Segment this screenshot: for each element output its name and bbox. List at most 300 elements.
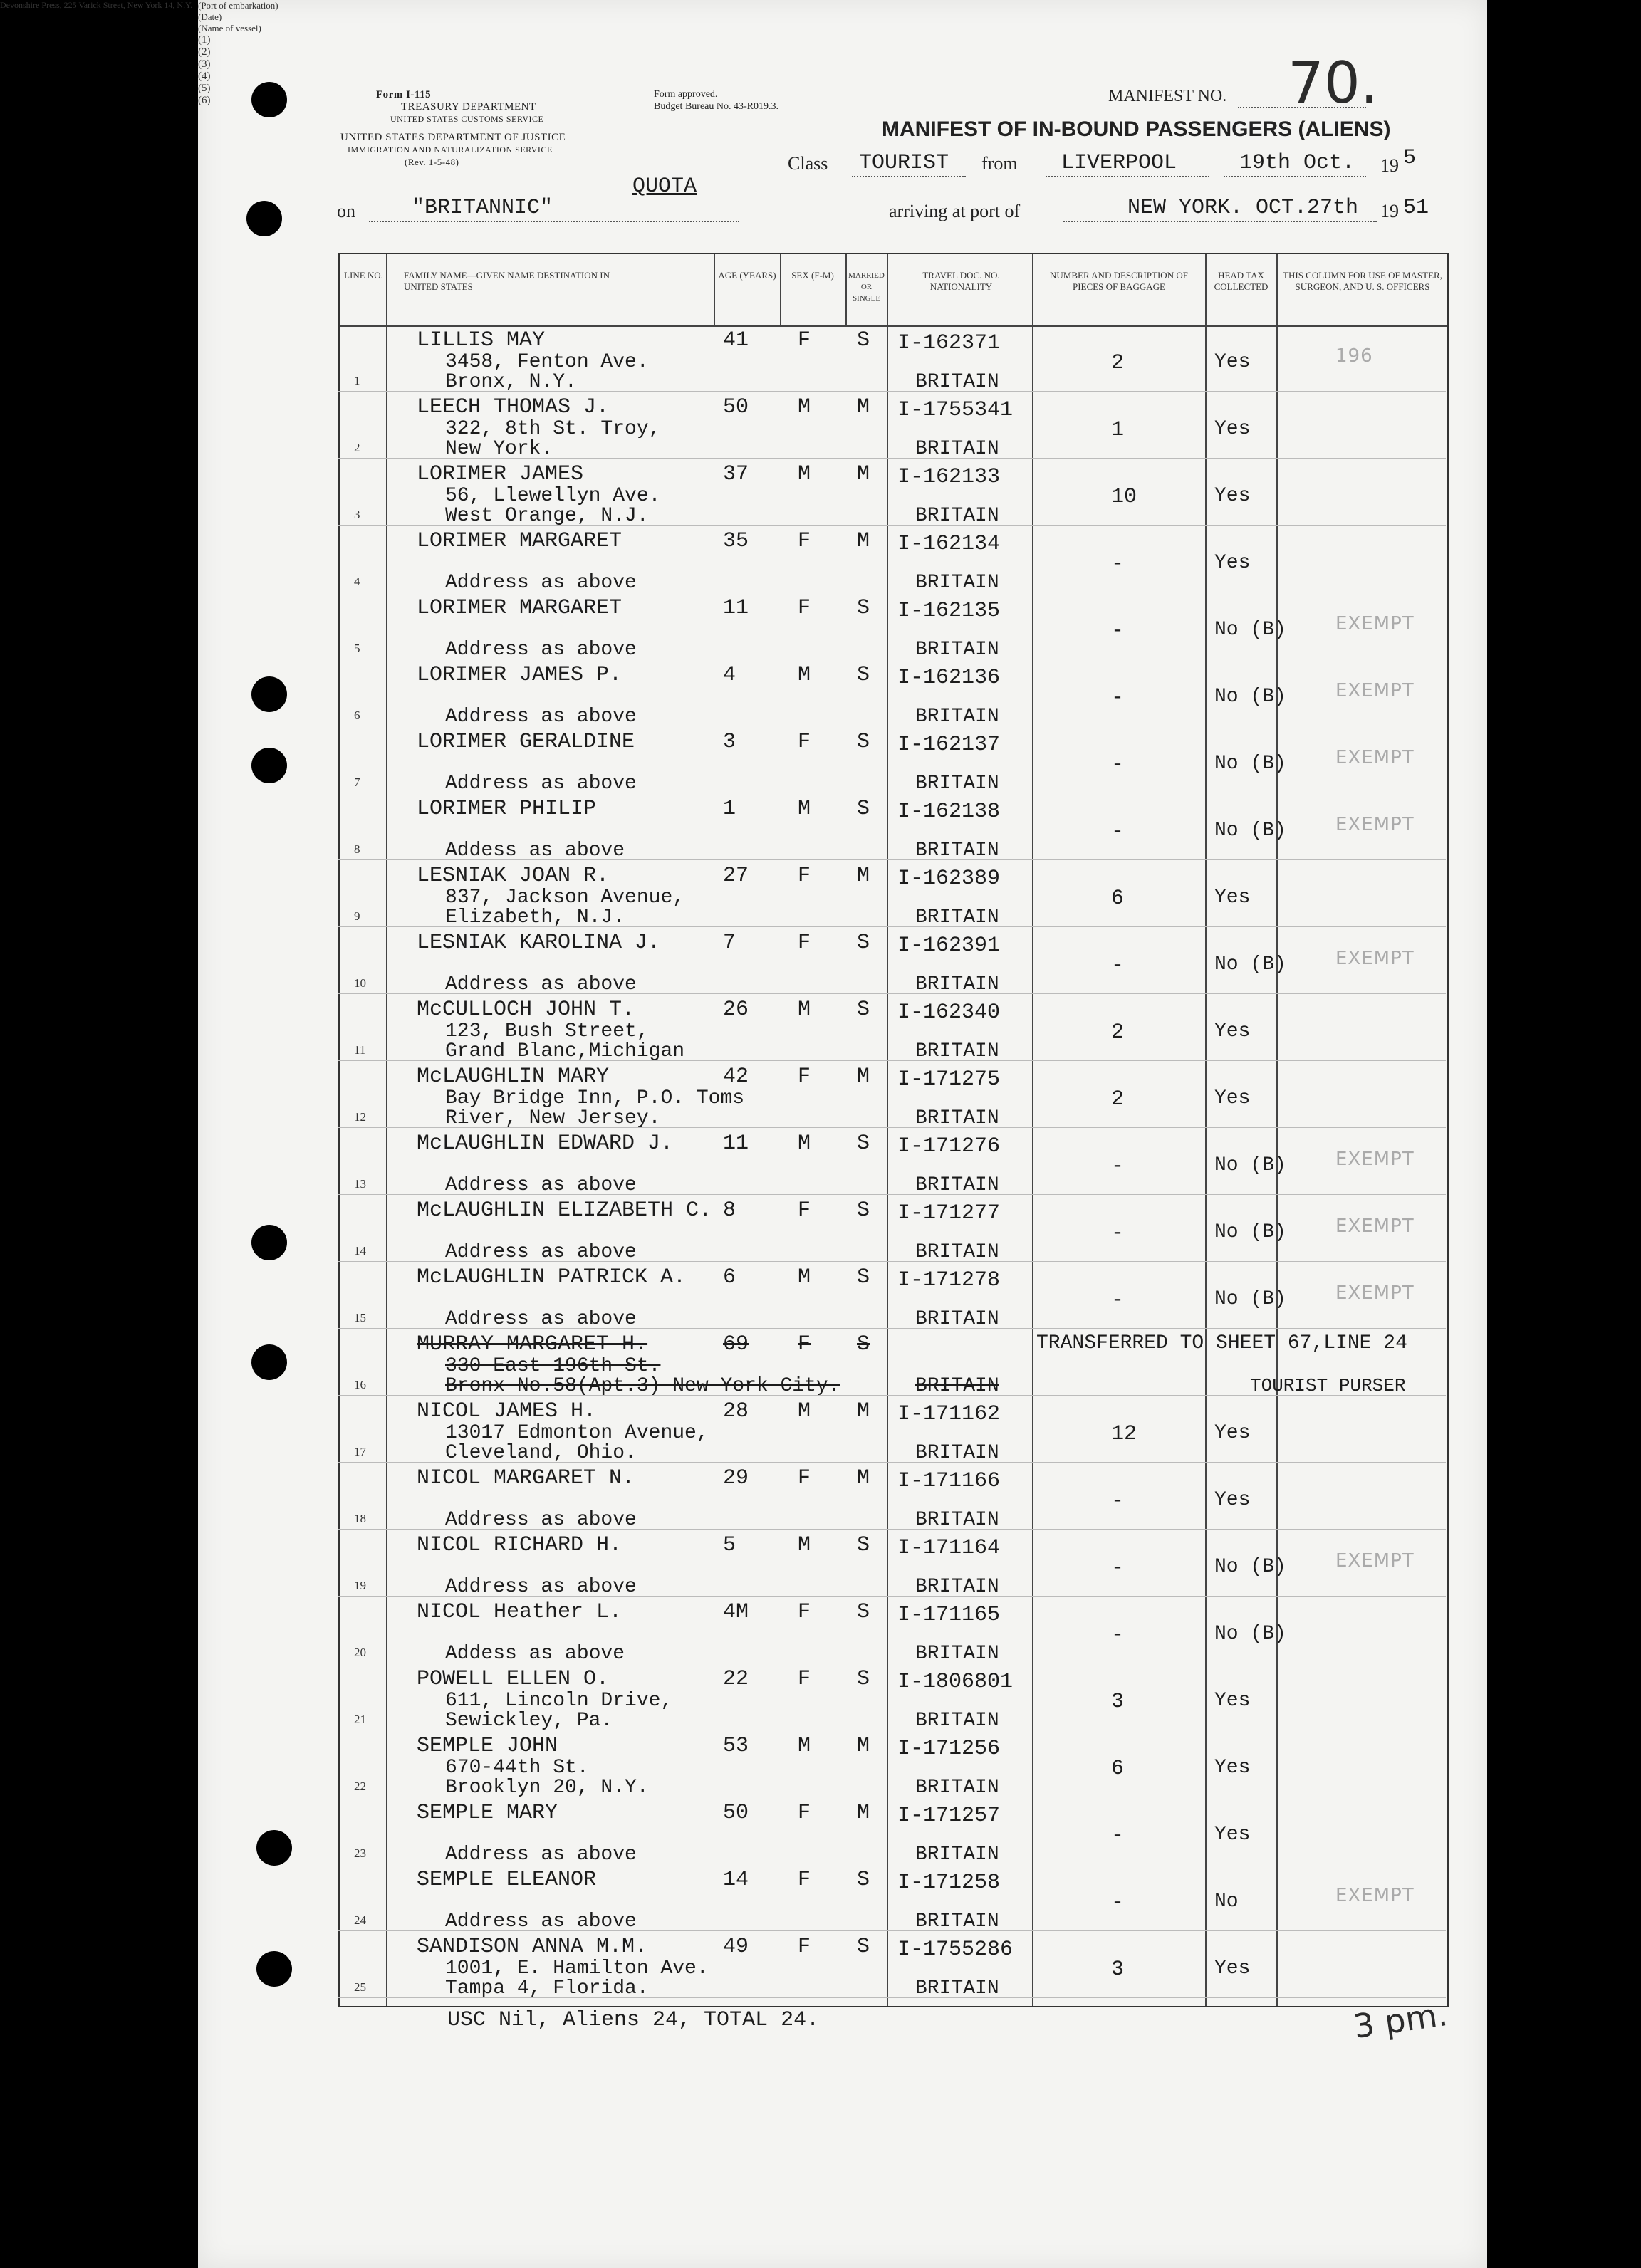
line-number: 18	[354, 1512, 366, 1525]
embark-port: LIVERPOOL	[1061, 151, 1177, 175]
sex: F	[798, 730, 811, 754]
travel-doc: I-162135	[897, 599, 1001, 623]
sex: M	[798, 1265, 811, 1290]
port-caption: (Port of embarkation)	[198, 0, 278, 11]
marital-status: M	[857, 1734, 870, 1758]
nationality: BRITAIN	[915, 706, 999, 728]
arrival-year-prefix: 19	[1380, 201, 1399, 221]
head-tax: Yes	[1214, 1690, 1251, 1712]
marital-status: S	[857, 663, 870, 687]
sex: F	[798, 1935, 811, 1959]
baggage-count: -	[1111, 1288, 1125, 1312]
sex: M	[798, 797, 811, 821]
age: 11	[723, 1132, 749, 1156]
travel-doc: I-162371	[897, 331, 1001, 355]
punch-hole	[246, 201, 282, 236]
class-line	[852, 176, 966, 177]
nationality: BRITAIN	[915, 572, 999, 594]
address-line-2: Address as above	[445, 973, 637, 995]
address-line-1: 670-44th St.	[445, 1757, 589, 1779]
head-tax: No (B)	[1214, 1556, 1286, 1578]
col-divider	[386, 254, 387, 2006]
marital-status: M	[857, 395, 870, 419]
line-number: 11	[354, 1043, 366, 1057]
date-line	[1224, 176, 1366, 177]
nationality: BRITAIN	[915, 438, 999, 460]
purser-note: TOURIST PURSER	[1250, 1375, 1406, 1396]
marital-status: M	[857, 529, 870, 553]
age: 3	[723, 730, 736, 754]
nationality: BRITAIN	[915, 906, 999, 929]
baggage-count: -	[1111, 1623, 1125, 1647]
head-tax: Yes	[1214, 1020, 1251, 1042]
marital-status: M	[857, 462, 870, 486]
officer-stamp: 196	[1335, 345, 1373, 367]
col-num: (5)	[198, 83, 211, 94]
col-num: (2)	[198, 46, 211, 58]
age: 7	[723, 931, 736, 955]
col-age: AGE (YEARS)	[718, 270, 776, 281]
nationality: BRITAIN	[915, 1977, 999, 2000]
line-number: 9	[354, 909, 360, 923]
travel-doc: I-171164	[897, 1536, 1001, 1560]
head-tax: No (B)	[1214, 1623, 1286, 1645]
baggage-count: -	[1111, 1489, 1125, 1513]
age: 8	[723, 1198, 736, 1223]
travel-doc: I-162391	[897, 934, 1001, 958]
ins: IMMIGRATION AND NATURALIZATION SERVICE	[348, 145, 553, 155]
age: 1	[723, 797, 736, 821]
nationality: BRITAIN	[915, 1174, 999, 1196]
nationality: BRITAIN	[915, 1040, 999, 1062]
marital-status: M	[857, 864, 870, 888]
marital-status: S	[857, 1265, 870, 1290]
nationality: BRITAIN	[915, 840, 999, 862]
line-number: 24	[354, 1913, 366, 1927]
address-line-2: Addess as above	[445, 840, 625, 862]
age: 69	[723, 1332, 749, 1357]
sex: F	[798, 1332, 811, 1357]
head-tax: No (B)	[1214, 1154, 1286, 1176]
passenger-name: LORIMER JAMES	[417, 462, 584, 486]
sex: M	[798, 998, 811, 1022]
col-name: FAMILY NAME—GIVEN NAME DESTINATION IN UNITED STATES	[404, 270, 610, 292]
baggage-count: 1	[1111, 418, 1125, 442]
nationality: BRITAIN	[915, 1509, 999, 1531]
nationality: BRITAIN	[915, 973, 999, 995]
address-line-2: Address as above	[445, 572, 637, 594]
nationality: BRITAIN	[915, 1844, 999, 1866]
totals: USC Nil, Aliens 24, TOTAL 24.	[447, 2008, 820, 2032]
sex: F	[798, 931, 811, 955]
head-tax: Yes	[1214, 1824, 1251, 1846]
col-officers: THIS COLUMN FOR USE OF MASTER, SURGEON, AND U. S. OFFICERS	[1283, 270, 1442, 292]
head-tax: Yes	[1214, 1087, 1251, 1109]
travel-doc: I-162138	[897, 800, 1001, 824]
nationality: BRITAIN	[915, 639, 999, 661]
justice-dept: UNITED STATES DEPARTMENT OF JUSTICE	[340, 132, 566, 143]
nationality: BRITAIN	[915, 1241, 999, 1263]
col-divider	[887, 254, 888, 2006]
marital-status: S	[857, 931, 870, 955]
line-number: 20	[354, 1646, 366, 1659]
line-number: 7	[354, 775, 360, 789]
passenger-name: SANDISON ANNA M.M.	[417, 1935, 648, 1959]
travel-doc: I-171256	[897, 1737, 1001, 1761]
address-line-2: Bronx No.58(Apt.3) New York City.	[445, 1375, 840, 1397]
travel-doc: I-171275	[897, 1067, 1001, 1092]
marital-status: S	[857, 1667, 870, 1691]
age: 41	[723, 328, 749, 352]
head-tax: No (B)	[1214, 1221, 1286, 1243]
baggage-count: -	[1111, 953, 1125, 978]
address-line-2: Address as above	[445, 1308, 637, 1330]
marital-status: M	[857, 1801, 870, 1825]
from-label: from	[981, 153, 1018, 174]
baggage-count: 10	[1111, 485, 1137, 509]
marital-status: S	[857, 1132, 870, 1156]
address-line-1: 837, Jackson Avenue,	[445, 887, 685, 909]
vessel-line	[369, 221, 739, 222]
passenger-name: NICOL JAMES H.	[417, 1399, 597, 1423]
address-line-2: Elizabeth, N.J.	[445, 906, 625, 929]
officer-stamp: EXEMPT	[1335, 814, 1415, 835]
marital-status: S	[857, 328, 870, 352]
head-tax: Yes	[1214, 1422, 1251, 1444]
age: 5	[723, 1533, 736, 1557]
year-suffix: 5	[1403, 146, 1417, 170]
marital-status: S	[857, 1600, 870, 1624]
sex: F	[798, 1667, 811, 1691]
punch-hole	[256, 1830, 292, 1866]
nationality: BRITAIN	[915, 773, 999, 795]
passenger-name: POWELL ELLEN O.	[417, 1667, 610, 1691]
sex: M	[798, 395, 811, 419]
nationality: BRITAIN	[915, 1107, 999, 1129]
printer-imprint: Devonshire Press, 225 Varick Street, New York 14, N.Y.	[0, 0, 193, 10]
nationality: BRITAIN	[915, 1442, 999, 1464]
age: 37	[723, 462, 749, 486]
line-number: 13	[354, 1177, 366, 1191]
marital-status: S	[857, 797, 870, 821]
travel-doc: I-1755341	[897, 398, 1014, 422]
line-number: 22	[354, 1780, 366, 1793]
header-divider	[340, 325, 1447, 327]
travel-doc: I-162137	[897, 733, 1001, 757]
head-tax: Yes	[1214, 418, 1251, 440]
col-divider	[780, 254, 781, 325]
line-number: 16	[354, 1378, 366, 1391]
line-number: 21	[354, 1713, 366, 1726]
col-travel: TRAVEL DOC. NO. NATIONALITY	[922, 270, 1000, 292]
baggage-count: 6	[1111, 887, 1125, 911]
head-tax: Yes	[1214, 351, 1251, 373]
age: 50	[723, 1801, 749, 1825]
age: 35	[723, 529, 749, 553]
sex: F	[798, 1065, 811, 1089]
baggage-count: -	[1111, 753, 1125, 777]
marital-status: S	[857, 596, 870, 620]
passenger-name: LEECH THOMAS J.	[417, 395, 610, 419]
baggage-count: 12	[1111, 1422, 1137, 1446]
address-line-2: New York.	[445, 438, 553, 460]
age: 22	[723, 1667, 749, 1691]
budget-bureau: Budget Bureau No. 43-R019.3.	[654, 101, 778, 112]
address-line-1: 123, Bush Street,	[445, 1020, 649, 1042]
col-num: (4)	[198, 70, 211, 82]
sex: M	[798, 663, 811, 687]
age: 29	[723, 1466, 749, 1490]
col-divider	[1276, 254, 1278, 2006]
age: 14	[723, 1868, 749, 1892]
marital-status: M	[857, 1399, 870, 1423]
nationality: BRITAIN	[915, 505, 999, 527]
passenger-name: LILLIS MAY	[417, 328, 546, 352]
col-num: (6)	[198, 95, 211, 106]
sex: F	[798, 1868, 811, 1892]
baggage-count: -	[1111, 1891, 1125, 1915]
officer-stamp: EXEMPT	[1335, 1885, 1415, 1906]
line-number: 1	[354, 374, 360, 387]
head-tax: No (B)	[1214, 686, 1286, 708]
baggage-count: -	[1111, 1556, 1125, 1580]
arrival-year: 51	[1403, 196, 1429, 220]
age: 49	[723, 1935, 749, 1959]
form-approved: Form approved.	[654, 89, 718, 100]
head-tax: Yes	[1214, 485, 1251, 507]
passenger-name: SEMPLE JOHN	[417, 1734, 558, 1758]
head-tax: Yes	[1214, 1958, 1251, 1980]
head-tax: No (B)	[1214, 1288, 1286, 1310]
address-line-2: Grand Blanc,Michigan	[445, 1040, 685, 1062]
travel-doc: I-162389	[897, 867, 1001, 891]
baggage-count: 3	[1111, 1958, 1125, 1982]
sex: F	[798, 1801, 811, 1825]
line-number: 8	[354, 842, 360, 856]
travel-doc: I-171257	[897, 1804, 1001, 1828]
baggage-count: -	[1111, 1154, 1125, 1179]
head-tax: No (B)	[1214, 820, 1286, 842]
sex: F	[798, 596, 811, 620]
line-number: 4	[354, 575, 360, 588]
marital-status: S	[857, 1533, 870, 1557]
address-line-2: Tampa 4, Florida.	[445, 1977, 649, 2000]
line-number: 5	[354, 642, 360, 655]
col-head-tax: HEAD TAX COLLECTED	[1214, 270, 1268, 292]
travel-doc: I-171258	[897, 1871, 1001, 1895]
address-line-2: Sewickley, Pa.	[445, 1710, 613, 1732]
officer-stamp: EXEMPT	[1335, 1216, 1415, 1237]
sex: F	[798, 1198, 811, 1223]
passenger-name: LORIMER MARGARET	[417, 529, 622, 553]
nationality: BRITAIN	[915, 1643, 999, 1665]
head-tax: No	[1214, 1891, 1239, 1913]
baggage-count: -	[1111, 1824, 1125, 1848]
treasury-dept: TREASURY DEPARTMENT	[401, 101, 536, 113]
address-line-2: Address as above	[445, 1911, 637, 1933]
signature: 3 pm.	[1350, 1995, 1450, 2046]
travel-doc: I-171277	[897, 1201, 1001, 1226]
travel-doc: I-171276	[897, 1134, 1001, 1159]
address-line-2: West Orange, N.J.	[445, 505, 649, 527]
passenger-name: McCULLOCH JOHN T.	[417, 998, 635, 1022]
officer-stamp: EXEMPT	[1335, 747, 1415, 768]
col-num: (1)	[198, 34, 211, 46]
address-line-2: Address as above	[445, 1844, 637, 1866]
line-number: 10	[354, 976, 366, 990]
line-number: 3	[354, 508, 360, 521]
sex: M	[798, 1533, 811, 1557]
age: 50	[723, 395, 749, 419]
age: 42	[723, 1065, 749, 1089]
age: 11	[723, 596, 749, 620]
travel-doc: I-162340	[897, 1000, 1001, 1025]
passenger-name: NICOL RICHARD H.	[417, 1533, 622, 1557]
passenger-name: MURRAY MARGARET H.	[417, 1332, 648, 1357]
manifest-no-value: 70.	[1288, 50, 1379, 116]
travel-doc: I-171166	[897, 1469, 1001, 1493]
nationality: BRITAIN	[915, 1911, 999, 1933]
col-divider	[1032, 254, 1033, 2006]
form-number: Form I-115	[376, 89, 432, 100]
officer-stamp: EXEMPT	[1335, 613, 1415, 634]
nationality: BRITAIN	[915, 1308, 999, 1330]
head-tax: No (B)	[1214, 619, 1286, 641]
address-line-1: 611, Lincoln Drive,	[445, 1690, 673, 1712]
passenger-name: LORIMER PHILIP	[417, 797, 597, 821]
col-sex: SEX (F-M)	[791, 270, 834, 281]
sex: F	[798, 529, 811, 553]
revision: (Rev. 1-5-48)	[405, 157, 459, 167]
address-line-2: Address as above	[445, 1174, 637, 1196]
address-line-1: 330 East 196th St.	[445, 1355, 661, 1377]
address-line-2: Address as above	[445, 1576, 637, 1598]
line-number: 2	[354, 441, 360, 454]
baggage-count: -	[1111, 820, 1125, 844]
travel-doc: I-1806801	[897, 1670, 1014, 1694]
manifest-no-label: MANIFEST NO.	[1108, 87, 1227, 105]
line-number: 14	[354, 1244, 366, 1258]
port-line	[1046, 176, 1209, 177]
passenger-name: LORIMER GERALDINE	[417, 730, 635, 754]
marital-status: S	[857, 1868, 870, 1892]
travel-doc: I-1755286	[897, 1938, 1014, 1962]
line-number: 12	[354, 1110, 366, 1124]
officer-stamp: EXEMPT	[1335, 1550, 1415, 1572]
officer-stamp: EXEMPT	[1335, 1149, 1415, 1170]
quota-label: QUOTA	[632, 174, 697, 199]
baggage-count: 2	[1111, 1020, 1125, 1045]
passenger-name: McLAUGHLIN MARY	[417, 1065, 610, 1089]
travel-doc: I-162133	[897, 465, 1001, 489]
officer-stamp: EXEMPT	[1335, 948, 1415, 969]
nationality: BRITAIN	[915, 1777, 999, 1799]
marital-status: S	[857, 1198, 870, 1223]
address-line-1: Bay Bridge Inn, P.O. Toms	[445, 1087, 745, 1109]
line-number: 25	[354, 1980, 366, 1994]
travel-doc: I-162136	[897, 666, 1001, 690]
col-baggage: NUMBER AND DESCRIPTION OF PIECES OF BAGGAGE	[1050, 270, 1188, 292]
age: 4	[723, 663, 736, 687]
baggage-count: -	[1111, 619, 1125, 643]
travel-doc: I-162134	[897, 532, 1001, 556]
sex: M	[798, 462, 811, 486]
manifest-title: MANIFEST OF IN-BOUND PASSENGERS (ALIENS)	[882, 117, 1391, 141]
baggage-count: 6	[1111, 1757, 1125, 1781]
address-line-2: Address as above	[445, 1241, 637, 1263]
address-line-1: 322, 8th St. Troy,	[445, 418, 661, 440]
baggage-count: 2	[1111, 351, 1125, 375]
head-tax: Yes	[1214, 552, 1251, 574]
baggage-count: -	[1111, 552, 1125, 576]
head-tax: No (B)	[1214, 753, 1286, 775]
col-divider	[714, 254, 715, 325]
marital-status: S	[857, 730, 870, 754]
customs-service: UNITED STATES CUSTOMS SERVICE	[390, 114, 544, 124]
address-line-2: Cleveland, Ohio.	[445, 1442, 637, 1464]
address-line-2: Brooklyn 20, N.Y.	[445, 1777, 649, 1799]
line-number: 6	[354, 709, 360, 722]
address-line-1: 13017 Edmonton Avenue,	[445, 1422, 709, 1444]
baggage-count: 3	[1111, 1690, 1125, 1714]
transfer-note: TRANSFERRED TO SHEET 67,LINE 24	[1036, 1332, 1407, 1354]
sex: M	[798, 1132, 811, 1156]
address-line-2: Bronx, N.Y.	[445, 371, 577, 393]
officer-stamp: EXEMPT	[1335, 1282, 1415, 1304]
punch-hole	[251, 748, 287, 783]
address-line-2: River, New Jersey.	[445, 1107, 661, 1129]
head-tax: Yes	[1214, 887, 1251, 909]
passenger-name: McLAUGHLIN PATRICK A.	[417, 1265, 687, 1290]
address-line-2: Addess as above	[445, 1643, 625, 1665]
sex: F	[798, 1600, 811, 1624]
head-tax: No (B)	[1214, 953, 1286, 976]
col-married: MARRIED OR SINGLE	[848, 271, 885, 303]
passenger-name: NICOL MARGARET N.	[417, 1466, 635, 1490]
col-divider	[1205, 254, 1207, 2006]
punch-hole	[251, 82, 287, 117]
marital-status: S	[857, 998, 870, 1022]
address-line-2: Address as above	[445, 639, 637, 661]
passenger-name: LESNIAK JOAN R.	[417, 864, 610, 888]
passenger-name: SEMPLE MARY	[417, 1801, 558, 1825]
punch-hole	[251, 1225, 287, 1260]
punch-hole	[256, 1951, 292, 1987]
passenger-name: McLAUGHLIN EDWARD J.	[417, 1132, 674, 1156]
address-line-1: 56, Llewellyn Ave.	[445, 485, 661, 507]
marital-status: S	[857, 1332, 870, 1357]
head-tax: Yes	[1214, 1489, 1251, 1511]
passenger-name: McLAUGHLIN ELIZABETH C.	[417, 1198, 712, 1223]
class-value: TOURIST	[859, 151, 949, 175]
address-line-2: Address as above	[445, 706, 637, 728]
col-line-no: LINE NO.	[344, 270, 383, 281]
address-line-2: Address as above	[445, 773, 637, 795]
sex: F	[798, 1466, 811, 1490]
passenger-name: LORIMER JAMES P.	[417, 663, 622, 687]
marital-status: S	[857, 1935, 870, 1959]
line-number: 15	[354, 1311, 366, 1324]
embark-date: 19th Oct.	[1239, 151, 1355, 175]
year-prefix: 19	[1380, 155, 1399, 176]
punch-hole	[251, 676, 287, 712]
line-number: 17	[354, 1445, 366, 1458]
travel-doc: I-171165	[897, 1603, 1001, 1627]
nationality: BRITAIN	[915, 1710, 999, 1732]
passenger-name: SEMPLE ELEANOR	[417, 1868, 597, 1892]
passenger-name: NICOL Heather L.	[417, 1600, 622, 1624]
travel-doc: I-171162	[897, 1402, 1001, 1426]
